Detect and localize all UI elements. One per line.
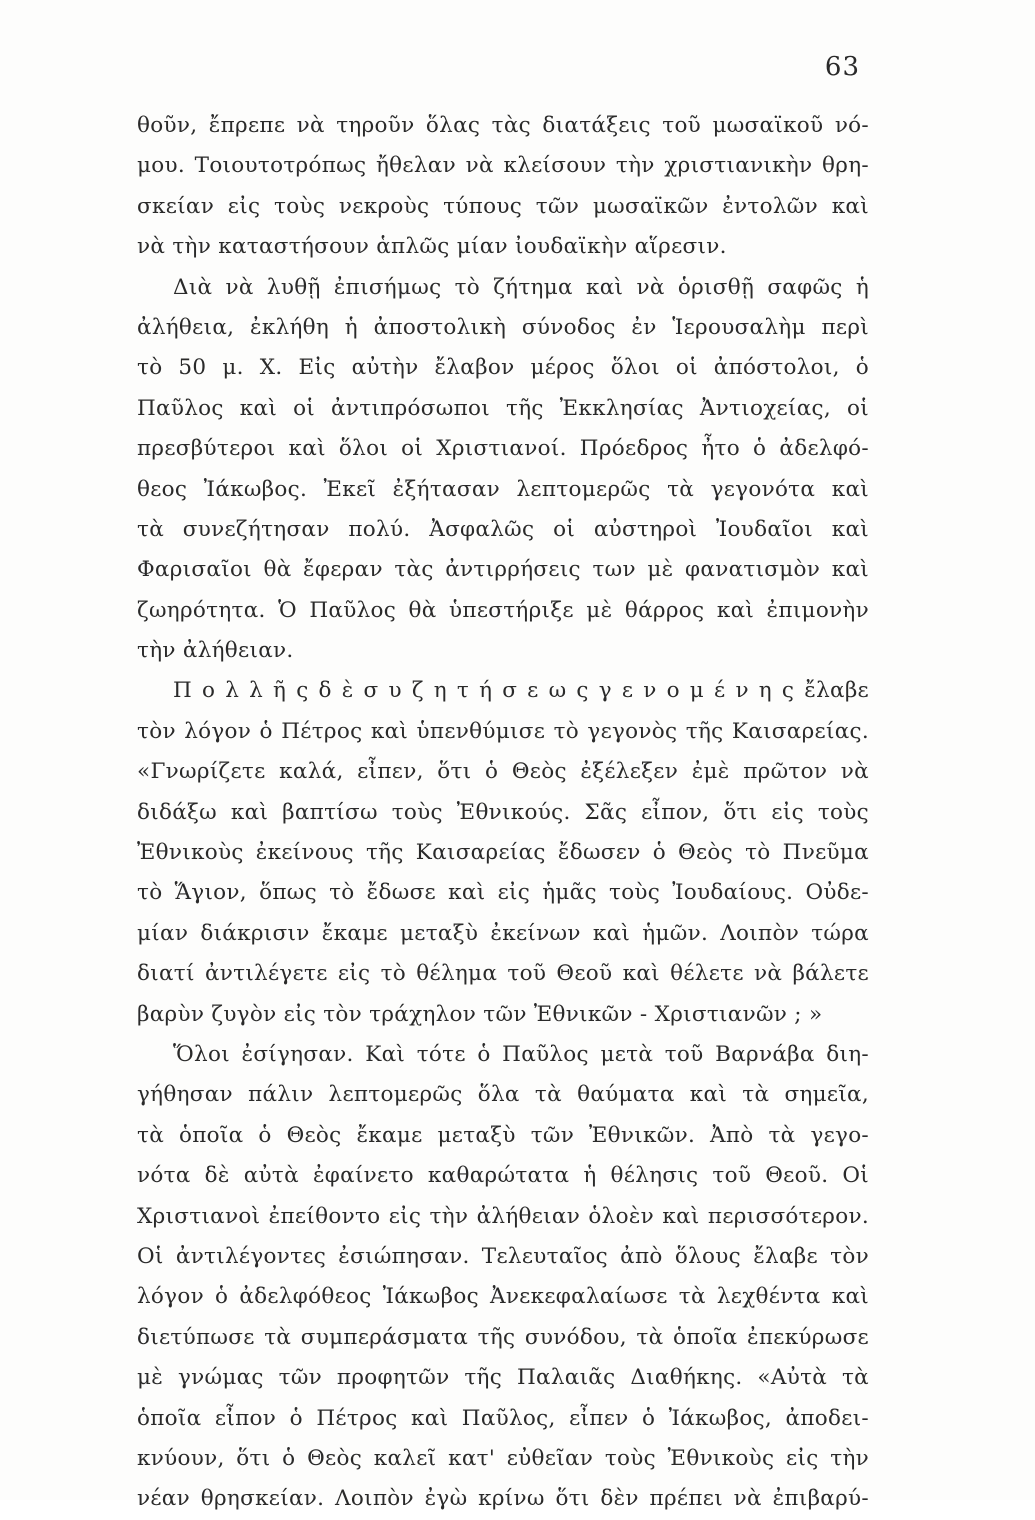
text-line: τὸν λόγον ὁ Πέτρος καὶ ὑπενθύμισε τὸ γεγονὸς τῆς Καισαρείας.	[137, 718, 869, 744]
text-line: διδάξω καὶ βαπτίσω τοὺς Ἐθνικούς. Σᾶς εἶπον, ὅτι εἰς τοὺς	[137, 799, 869, 825]
text-line: τὰ συνεζήτησαν πολύ. Ἀσφαλῶς οἱ αὐστηροὶ Ἰουδαῖοι καὶ	[137, 516, 869, 542]
text-line: Ὅλοι ἐσίγησαν. Καὶ τότε ὁ Παῦλος μετὰ τοῦ Βαρνάβα διη-	[173, 1041, 869, 1067]
text-line: ἀλήθεια, ἐκλήθη ἡ ἀποστολικὴ σύνοδος ἐν Ἱερουσαλὴμ περὶ	[137, 314, 869, 340]
text-line: διετύπωσε τὰ συμπεράσματα τῆς συνόδου, τὰ ὁποῖα ἐπεκύρωσε	[137, 1324, 869, 1350]
text-line: κνύουν, ὅτι ὁ Θεὸς καλεῖ κατ' εὐθεῖαν τοὺς Ἐθνικοὺς εἰς τὴν	[137, 1445, 869, 1471]
text-line: νέαν θρησκείαν. Λοιπὸν ἐγὼ κρίνω ὅτι δὲν πρέπει νὰ ἐπιβαρύ-	[137, 1486, 869, 1512]
page-number: 63	[824, 52, 860, 82]
text-line: Παῦλος καὶ οἱ ἀντιπρόσωποι τῆς Ἐκκλησίας Ἀντιοχείας, οἱ	[137, 395, 869, 421]
text-line: νότα δὲ αὐτὰ ἐφαίνετο καθαρώτατα ἡ θέλησις τοῦ Θεοῦ. Οἱ	[137, 1163, 869, 1189]
text-line: Ἐθνικοὺς ἐκείνους τῆς Καισαρείας ἔδωσεν ὁ Θεὸς τὸ Πνεῦμα	[137, 840, 869, 866]
text-line: θοῦν, ἔπρεπε νὰ τηροῦν ὅλας τὰς διατάξεις τοῦ μωσαϊκοῦ νό-	[137, 113, 869, 138]
text-line: τὸ Ἅγιον, ὅπως τὸ ἔδωσε καὶ εἰς ἡμᾶς τοὺς Ἰουδαίους. Οὐδε-	[137, 880, 869, 906]
text-line: νὰ τὴν καταστήσουν ἁπλῶς μίαν ἰουδαϊκὴν αἵρεσιν.	[137, 234, 727, 260]
text-line: μίαν διάκρισιν ἔκαμε μεταξὺ ἐκείνων καὶ ἡμῶν. Λοιπὸν τώρα	[137, 920, 869, 946]
text-line: Π ο λ λ ῆ ς δ ὲ σ υ ζ η τ ή σ ε ω ς γ ε ν ο μ έ ν η ς ἔλαβε	[173, 678, 869, 704]
text-line: θεος Ἰάκωβος. Ἐκεῖ ἐξήτασαν λεπτομερῶς τὰ γεγονότα καὶ	[137, 476, 869, 502]
body-text	[137, 106, 869, 1520]
text-line: πρεσβύτεροι καὶ ὅλοι οἱ Χριστιανοί. Πρόεδρος ἦτο ὁ ἀδελφό-	[137, 436, 869, 462]
text-line: Διὰ νὰ λυθῇ ἐπισήμως τὸ ζήτημα καὶ νὰ ὁρισθῇ σαφῶς ἡ	[173, 274, 869, 300]
text-line: Χριστιανοὶ ἐπείθοντο εἰς τὴν ἀλήθειαν ὁλοὲν καὶ περισσότερον.	[137, 1203, 869, 1229]
text-line: διατί ἀντιλέγετε εἰς τὸ θέλημα τοῦ Θεοῦ καὶ θέλετε νὰ βάλετε	[137, 961, 869, 987]
text-line: τὴν ἀλήθειαν.	[137, 638, 294, 664]
text-line: βαρὺν ζυγὸν εἰς τὸν τράχηλον τῶν Ἐθνικῶν - Χριστιανῶν ; »	[137, 1001, 823, 1027]
text-line: ὁποῖα εἶπον ὁ Πέτρος καὶ Παῦλος, εἶπεν ὁ Ἰάκωβος, ἀποδει-	[137, 1405, 869, 1431]
text-line: σκείαν εἰς τοὺς νεκροὺς τύπους τῶν μωσαϊκῶν ἐντολῶν καὶ	[137, 193, 869, 219]
text-line: τὰ ὁποῖα ὁ Θεὸς ἔκαμε μεταξὺ τῶν Ἐθνικῶν. Ἀπὸ τὰ γεγο-	[137, 1122, 869, 1148]
text-line: τὸ 50 μ. Χ. Εἰς αὐτὴν ἔλαβον μέρος ὅλοι οἱ ἀπόστολοι, ὁ	[137, 355, 869, 381]
text-line: ζωηρότητα. Ὁ Παῦλος θὰ ὑπεστήριξε μὲ θάρρος καὶ ἐπιμονὴν	[137, 597, 869, 623]
text-line: μὲ γνώμας τῶν προφητῶν τῆς Παλαιᾶς Διαθήκης. «Αὐτὰ τὰ	[137, 1365, 869, 1391]
text-line: Οἱ ἀντιλέγοντες ἐσιώπησαν. Τελευταῖος ἀπὸ ὅλους ἔλαβε τὸν	[137, 1243, 869, 1269]
text-line: μου. Τοιουτοτρόπως ἤθελαν νὰ κλείσουν τὴν χριστιανικὴν θρη-	[137, 153, 869, 179]
text-line: Φαρισαῖοι θὰ ἔφεραν τὰς ἀντιρρήσεις των μὲ φανατισμὸν καὶ	[137, 557, 869, 583]
text-line: «Γνωρίζετε καλά, εἶπεν, ὅτι ὁ Θεὸς ἐξέλεξεν ἐμὲ πρῶτον νὰ	[137, 759, 869, 785]
text-line: γήθησαν πάλιν λεπτομερῶς ὅλα τὰ θαύματα καὶ τὰ σημεῖα,	[137, 1082, 869, 1108]
text-line: λόγον ὁ ἀδελφόθεος Ἰάκωβος Ἀνεκεφαλαίωσε τὰ λεχθέντα καὶ	[137, 1284, 869, 1310]
